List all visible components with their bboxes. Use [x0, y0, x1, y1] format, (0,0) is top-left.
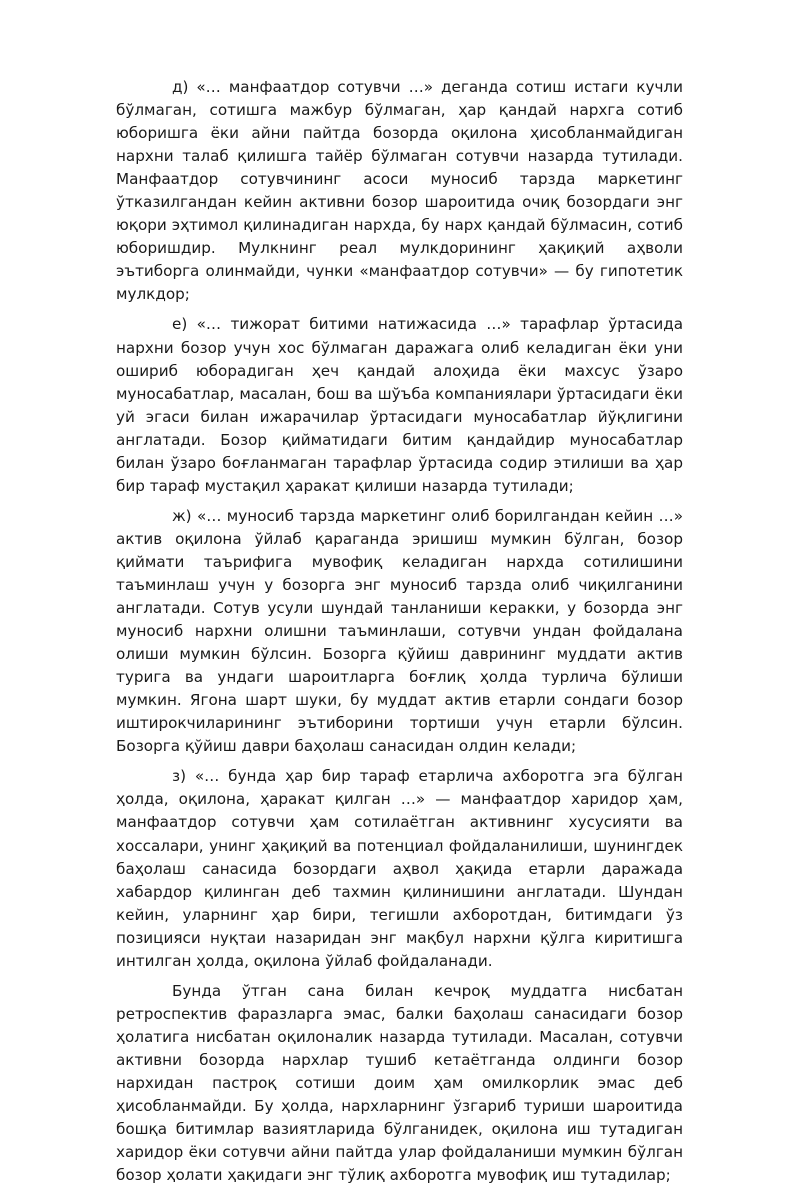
document-page [116, 76, 683, 1187]
paragraph-e: е) «… тижорат битими натижасида …» тарафлар ўртасида нархни бозор учун хос бўлмаган даражага олиб келадиган ёки уни ошириб юборадиган ҳеч қандай алоҳида ёки махсус ўзаро муносабатлар, масалан, бош ва шўъба компаниялари ўртасидаги ёки уй эгаси билан ижарачилар ўртасидаги муносабатлар йўқлигини англатади. Бозор қийматидаги битим қандайдир муносабатлар билан ўзаро боғланмаган тарафлар ўртасида содир этилиши ва ҳар бир тараф мустақил ҳаракат қилиши назарда тутилади; [116, 315, 683, 495]
paragraph-z: з) «… бунда ҳар бир тараф етарлича ахборотга эга бўлган ҳолда, оқилона, ҳаракат қилган …» — манфаатдор харидор ҳам, манфаатдор сотувчи ҳам сотилаётган активнинг хусусияти ва хоссалари, унинг ҳақиқий ва потенциал фойдаланилиши, шунингдек баҳолаш санасида бозордаги аҳвол ҳақида етарли даражада хабардор қилинган деб тахмин қилинишини англатади. Шундан кейин, уларнинг ҳар бири, тегишли ахборотдан, битимдаги ўз позицияси нуқтаи назаридан энг мақбул нархни қўлга киритишга интилган ҳолда, оқилона ўйлаб фойдаланади. [116, 767, 683, 970]
paragraph-d: д) «… манфаатдор сотувчи …» деганда сотиш истаги кучли бўлмаган, сотишга мажбур бўлмаган, ҳар қандай нархга сотиб юборишга ёки айни пайтда бозорда оқилона ҳисобланмайдиган нархни талаб қилишга тайёр бўлмаган сотувчи назарда тутилади. Манфаатдор сотувчининг асоси муносиб тарзда маркетинг ўтказилгандан кейин активни бозор шароитида очиқ бозордаги энг юқори эҳтимол қилинадиган нархда, бу нарх қандай бўлмасин, сотиб юборишдир. Мулкнинг реал мулкдорининг ҳақиқий аҳволи эътиборга олинмайди, чунки «манфаатдор сотувчи» — бу гипотетик мулкдор; [116, 78, 683, 304]
paragraph-note: Бунда ўтган сана билан кечроқ муддатга нисбатан ретроспектив фаразларга эмас, балки баҳолаш санасидаги бозор ҳолатига нисбатан оқилоналик назарда тутилади. Масалан, сотувчи активни бозорда нархлар тушиб кетаётганда олдинги бозор нархидан пастроқ сотиши доим ҳам омилкорлик эмас деб ҳисобланмайди. Бу ҳолда, нархларнинг ўзгариб туриши шароитида бошқа битимлар вазиятларида бўлганидек, оқилона иш тутадиган харидор ёки сотувчи айни пайтда улар фойдаланиши мумкин бўлган бозор ҳолати ҳақидаги энг тўлиқ ахборотга мувофиқ иш тутадилар; [116, 981, 683, 1185]
paragraph-zh: ж) «… муносиб тарзда маркетинг олиб борилгандан кейин …» актив оқилона ўйлаб қараганда эришиш мумкин бўлган, бозор қиймати таърифига мувофиқ келадиган нархда сотилишини таъминлаш учун у бозорга энг муносиб тарзда олиб чиқилганини англатади. Сотув усули шундай танланиши керакки, у бозорда энг муносиб нархни олишни таъминлаши, сотувчи ундан фойдалана олиши мумкин бўлсин. Бозорга қўйиш даврининг муддати актив турига ва ундаги шароитларга боғлиқ ҳолда турлича бўлиши мумкин. Ягона шарт шуки, бу муддат актив етарли сондаги бозор иштирокчиларининг эътиборини тортиши учун етарли бўлсин. Бозорга қўйиш даври баҳолаш санасидан олдин келади; [116, 506, 683, 756]
